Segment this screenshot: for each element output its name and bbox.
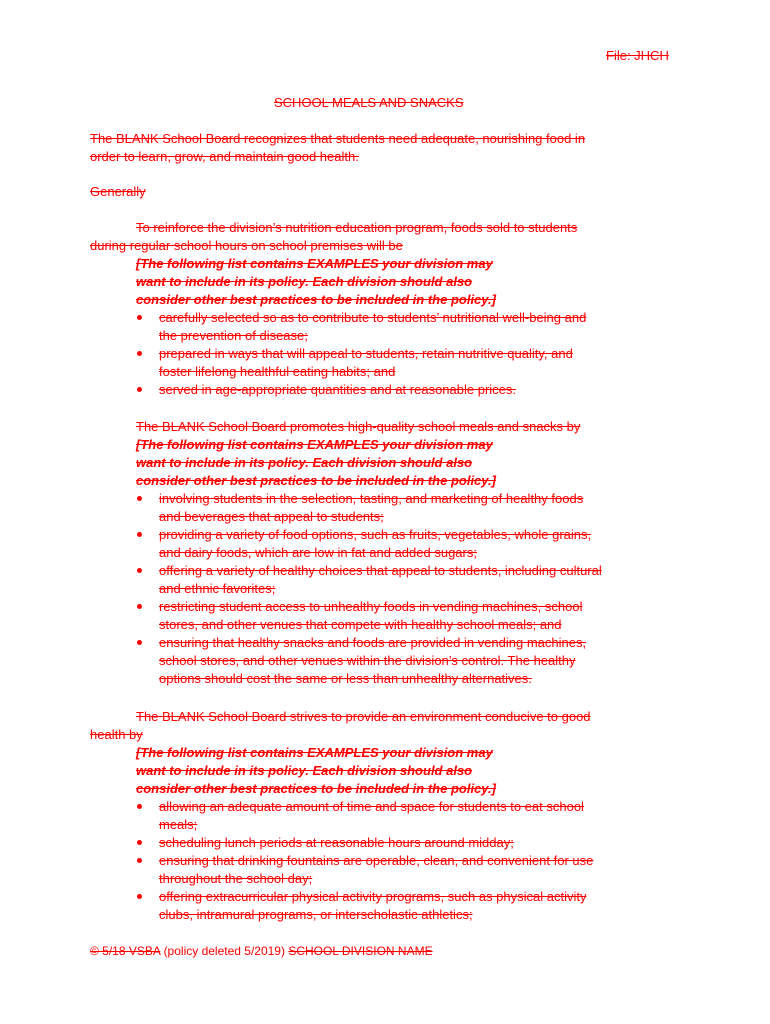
footer-deleted-note: (policy deleted 5/2019): [163, 944, 285, 958]
examples-note: consider other best practices to be included in the policy.]: [136, 473, 496, 488]
list-item: allowing an adequate amount of time and space for students to eat school: [159, 799, 584, 814]
bullet-icon: [137, 496, 142, 501]
page-footer: [90, 942, 433, 960]
section2-intro: The BLANK School Board promotes high-quality school meals and snacks by: [136, 419, 581, 434]
list-item: clubs, intramural programs, or interscholastic athletics;: [159, 907, 473, 922]
list-item: offering a variety of healthy choices that appeal to students, including cultural: [159, 563, 602, 578]
list-item: ensuring that healthy snacks and foods are provided in vending machines,: [159, 635, 587, 650]
list-item: scheduling lunch periods at reasonable hours around midday;: [159, 835, 514, 850]
examples-note: want to include in its policy. Each division should also: [136, 763, 473, 778]
bullet-icon: [137, 315, 142, 320]
file-label: File: JHCH: [606, 48, 669, 63]
list-item: ensuring that drinking fountains are operable, clean, and convenient for use: [159, 853, 594, 868]
examples-note: want to include in its policy. Each division should also: [136, 455, 473, 470]
bullet-icon: [137, 804, 142, 809]
list-item: stores, and other venues that compete with healthy school meals; and: [159, 617, 562, 632]
bullet-icon: [137, 894, 142, 899]
list-item: served in age-appropriate quantities and at reasonable prices.: [159, 382, 517, 397]
bullet-icon: [137, 387, 142, 392]
intro-line: The BLANK School Board recognizes that students need adequate, nourishing food in: [90, 131, 586, 146]
list-item: involving students in the selection, tasting, and marketing of healthy foods: [159, 491, 584, 506]
bullet-icon: [137, 640, 142, 645]
section3-intro: health by: [90, 727, 143, 742]
examples-note: consider other best practices to be included in the policy.]: [136, 781, 496, 796]
list-item: prepared in ways that will appeal to students, retain nutritive quality, and: [159, 346, 573, 361]
examples-note: [The following list contains EXAMPLES your division may: [136, 745, 493, 760]
bullet-icon: [137, 858, 142, 863]
generally-heading: Generally: [90, 184, 146, 199]
section3-intro: The BLANK School Board strives to provide an environment conducive to good: [136, 709, 591, 724]
list-item: and dairy foods, which are low in fat and added sugars;: [159, 545, 477, 560]
list-item: providing a variety of food options, such as fruits, vegetables, whole grains,: [159, 527, 592, 542]
list-item: and ethnic favorites;: [159, 581, 276, 596]
list-item: options should cost the same or less than unhealthy alternatives.: [159, 671, 532, 686]
list-item: the prevention of disease;: [159, 328, 308, 343]
list-item: throughout the school day;: [159, 871, 313, 886]
examples-note: [The following list contains EXAMPLES your division may: [136, 437, 493, 452]
footer-division-name: SCHOOL DIVISION NAME: [288, 944, 433, 958]
bullet-icon: [137, 568, 142, 573]
list-item: carefully selected so as to contribute to students’ nutritional well-being and: [159, 310, 587, 325]
footer-copyright: © 5/18 VSBA: [90, 944, 161, 958]
list-item: and beverages that appeal to students;: [159, 509, 384, 524]
list-item: foster lifelong healthful eating habits; and: [159, 364, 396, 379]
section1-intro: To reinforce the division’s nutrition education program, foods sold to students: [136, 220, 578, 235]
list-item: restricting student access to unhealthy foods in vending machines, school: [159, 599, 583, 614]
bullet-icon: [137, 840, 142, 845]
examples-note: [The following list contains EXAMPLES your division may: [136, 256, 493, 271]
list-item: offering extracurricular physical activity programs, such as physical activity: [159, 889, 587, 904]
intro-line: order to learn, grow, and maintain good health.: [90, 149, 359, 164]
bullet-icon: [137, 351, 142, 356]
examples-note: want to include in its policy. Each division should also: [136, 274, 473, 289]
section1-intro: during regular school hours on school premises will be: [90, 238, 403, 253]
examples-note: consider other best practices to be included in the policy.]: [136, 292, 496, 307]
list-item: meals;: [159, 817, 198, 832]
bullet-icon: [137, 604, 142, 609]
bullet-icon: [137, 532, 142, 537]
page-title: SCHOOL MEALS AND SNACKS: [274, 95, 464, 110]
list-item: school stores, and other venues within the division’s control. The healthy: [159, 653, 576, 668]
